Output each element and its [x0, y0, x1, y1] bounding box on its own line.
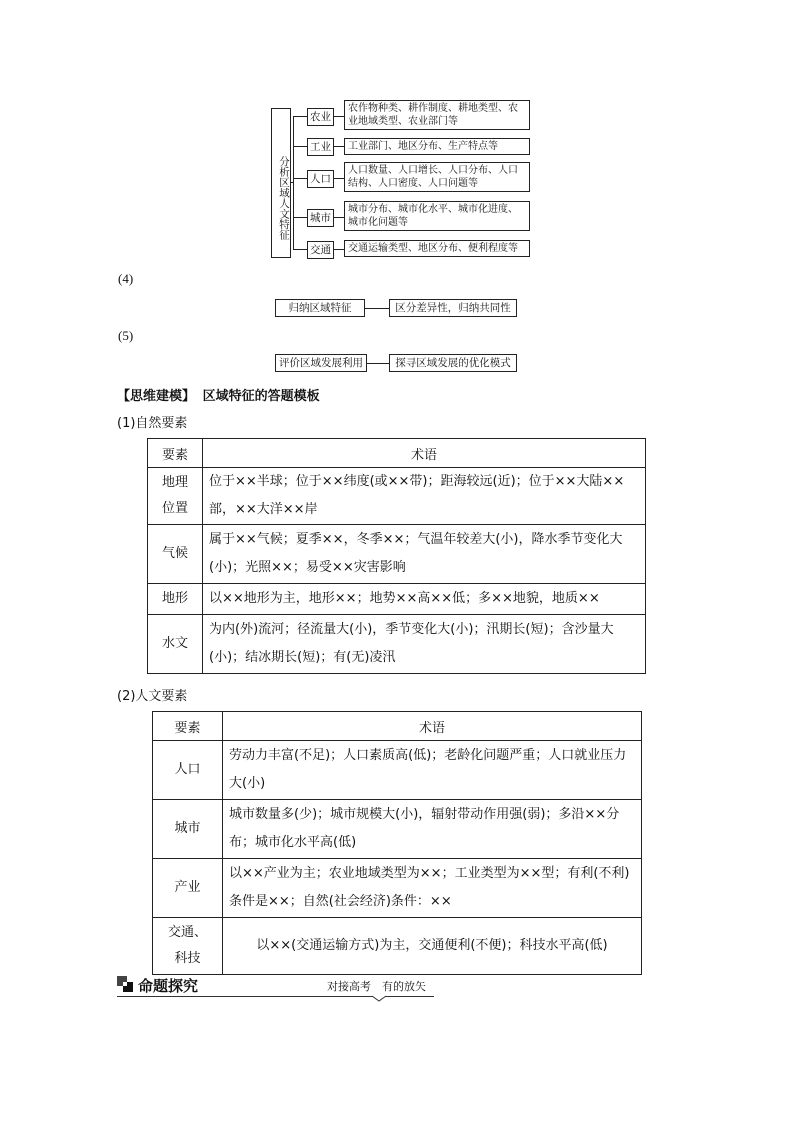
natural-table [147, 438, 646, 674]
step4-right-box: 区分差异性，归纳共同性 [389, 299, 517, 317]
table-row [148, 615, 646, 674]
human-heading: (2)人文要素 [117, 689, 188, 704]
row-key: 交通、科技 [153, 918, 223, 975]
branch-industry-label: 工业 [307, 138, 334, 156]
row-value: 以××产业为主；农业地域类型为××；工业类型为××型；有利(不利)条件是××；自然(社会经济)条件：×× [223, 859, 642, 918]
row-value: 劳动力丰富(不足)；人口素质高(低)；老龄化问题严重；人口就业压力大(小) [223, 741, 642, 800]
step4-number: (4) [118, 271, 134, 286]
model-heading-tag: 【思维建模】 [117, 388, 196, 403]
model-heading [117, 385, 320, 404]
row-key: 产业 [153, 859, 223, 918]
section-banner-subtitle: 对接高考 有的放矢 [327, 980, 426, 993]
row-key: 地理位置 [148, 468, 203, 525]
row-key: 水文 [148, 615, 203, 674]
step4-left-box: 归纳区域特征 [275, 299, 365, 317]
natural-heading: (1)自然要素 [117, 416, 188, 431]
table-row [153, 859, 642, 918]
table-row [153, 800, 642, 859]
human-table [152, 711, 642, 975]
natural-col-header-term: 术语 [203, 439, 646, 468]
step5-number: (5) [118, 328, 134, 343]
banner-notch-icon [372, 994, 386, 1002]
branch-transport-label: 交通 [307, 241, 334, 259]
row-key: 地形 [148, 584, 203, 615]
human-col-header-term: 术语 [223, 712, 642, 741]
section-banner-title: 命题探究 [138, 978, 199, 995]
human-col-header-element: 要素 [153, 712, 223, 741]
model-heading-title: 区域特征的答题模板 [202, 388, 320, 403]
row-key: 城市 [153, 800, 223, 859]
natural-col-header-element: 要素 [148, 439, 203, 468]
branch-industry-desc: 工业部门、地区分布、生产特点等 [344, 138, 530, 155]
table-row [148, 525, 646, 584]
row-value: 城市数量多(少)；城市规模大(小)，辐射带动作用强(弱)；多沿××分布；城市化水平高(低) [223, 800, 642, 859]
step5-right-box: 探寻区域发展的优化模式 [389, 354, 517, 372]
branch-agriculture-label: 农业 [307, 108, 334, 126]
row-key: 人口 [153, 741, 223, 800]
branch-population-label: 人口 [307, 170, 334, 188]
table-row [148, 468, 646, 525]
row-value: 以××(交通运输方式)为主，交通便利(不便)；科技水平高(低) [223, 918, 642, 975]
branch-transport-desc: 交通运输类型、地区分布、便利程度等 [344, 240, 530, 257]
row-value: 属于××气候；夏季××，冬季××；气温年较差大(小)，降水季节变化大(小)；光照××；易受××灾害影响 [203, 525, 646, 584]
step5-left-box: 评价区域发展利用 [275, 354, 367, 372]
diagram-root-text: 分析区域人文特征 [278, 156, 290, 240]
table-row [148, 584, 646, 615]
branch-population-desc: 人口数量、人口增长、人口分布、人口结构、人口密度、人口问题等 [344, 162, 530, 192]
row-value: 以××地形为主，地形××；地势××高××低；多××地貌，地质×× [203, 584, 646, 615]
row-value: 位于××半球；位于××纬度(或××带)；距海较远(近)；位于××大陆××部，××大洋××岸 [203, 468, 646, 525]
row-key: 气候 [148, 525, 203, 584]
section-banner-icon [117, 976, 133, 992]
branch-city-label: 城市 [307, 209, 334, 227]
row-value: 为内(外)流河；径流量大(小)，季节变化大(小)；汛期长(短)；含沙量大(小)；结冰期长(短)；有(无)凌汛 [203, 615, 646, 674]
diagram-root-box [271, 108, 291, 258]
branch-city-desc: 城市分布、城市化水平、城市化进度、城市化问题等 [344, 201, 530, 231]
branch-agriculture-desc: 农作物种类、耕作制度、耕地类型、农业地域类型、农业部门等 [344, 100, 530, 130]
table-row [153, 918, 642, 975]
table-row [153, 741, 642, 800]
